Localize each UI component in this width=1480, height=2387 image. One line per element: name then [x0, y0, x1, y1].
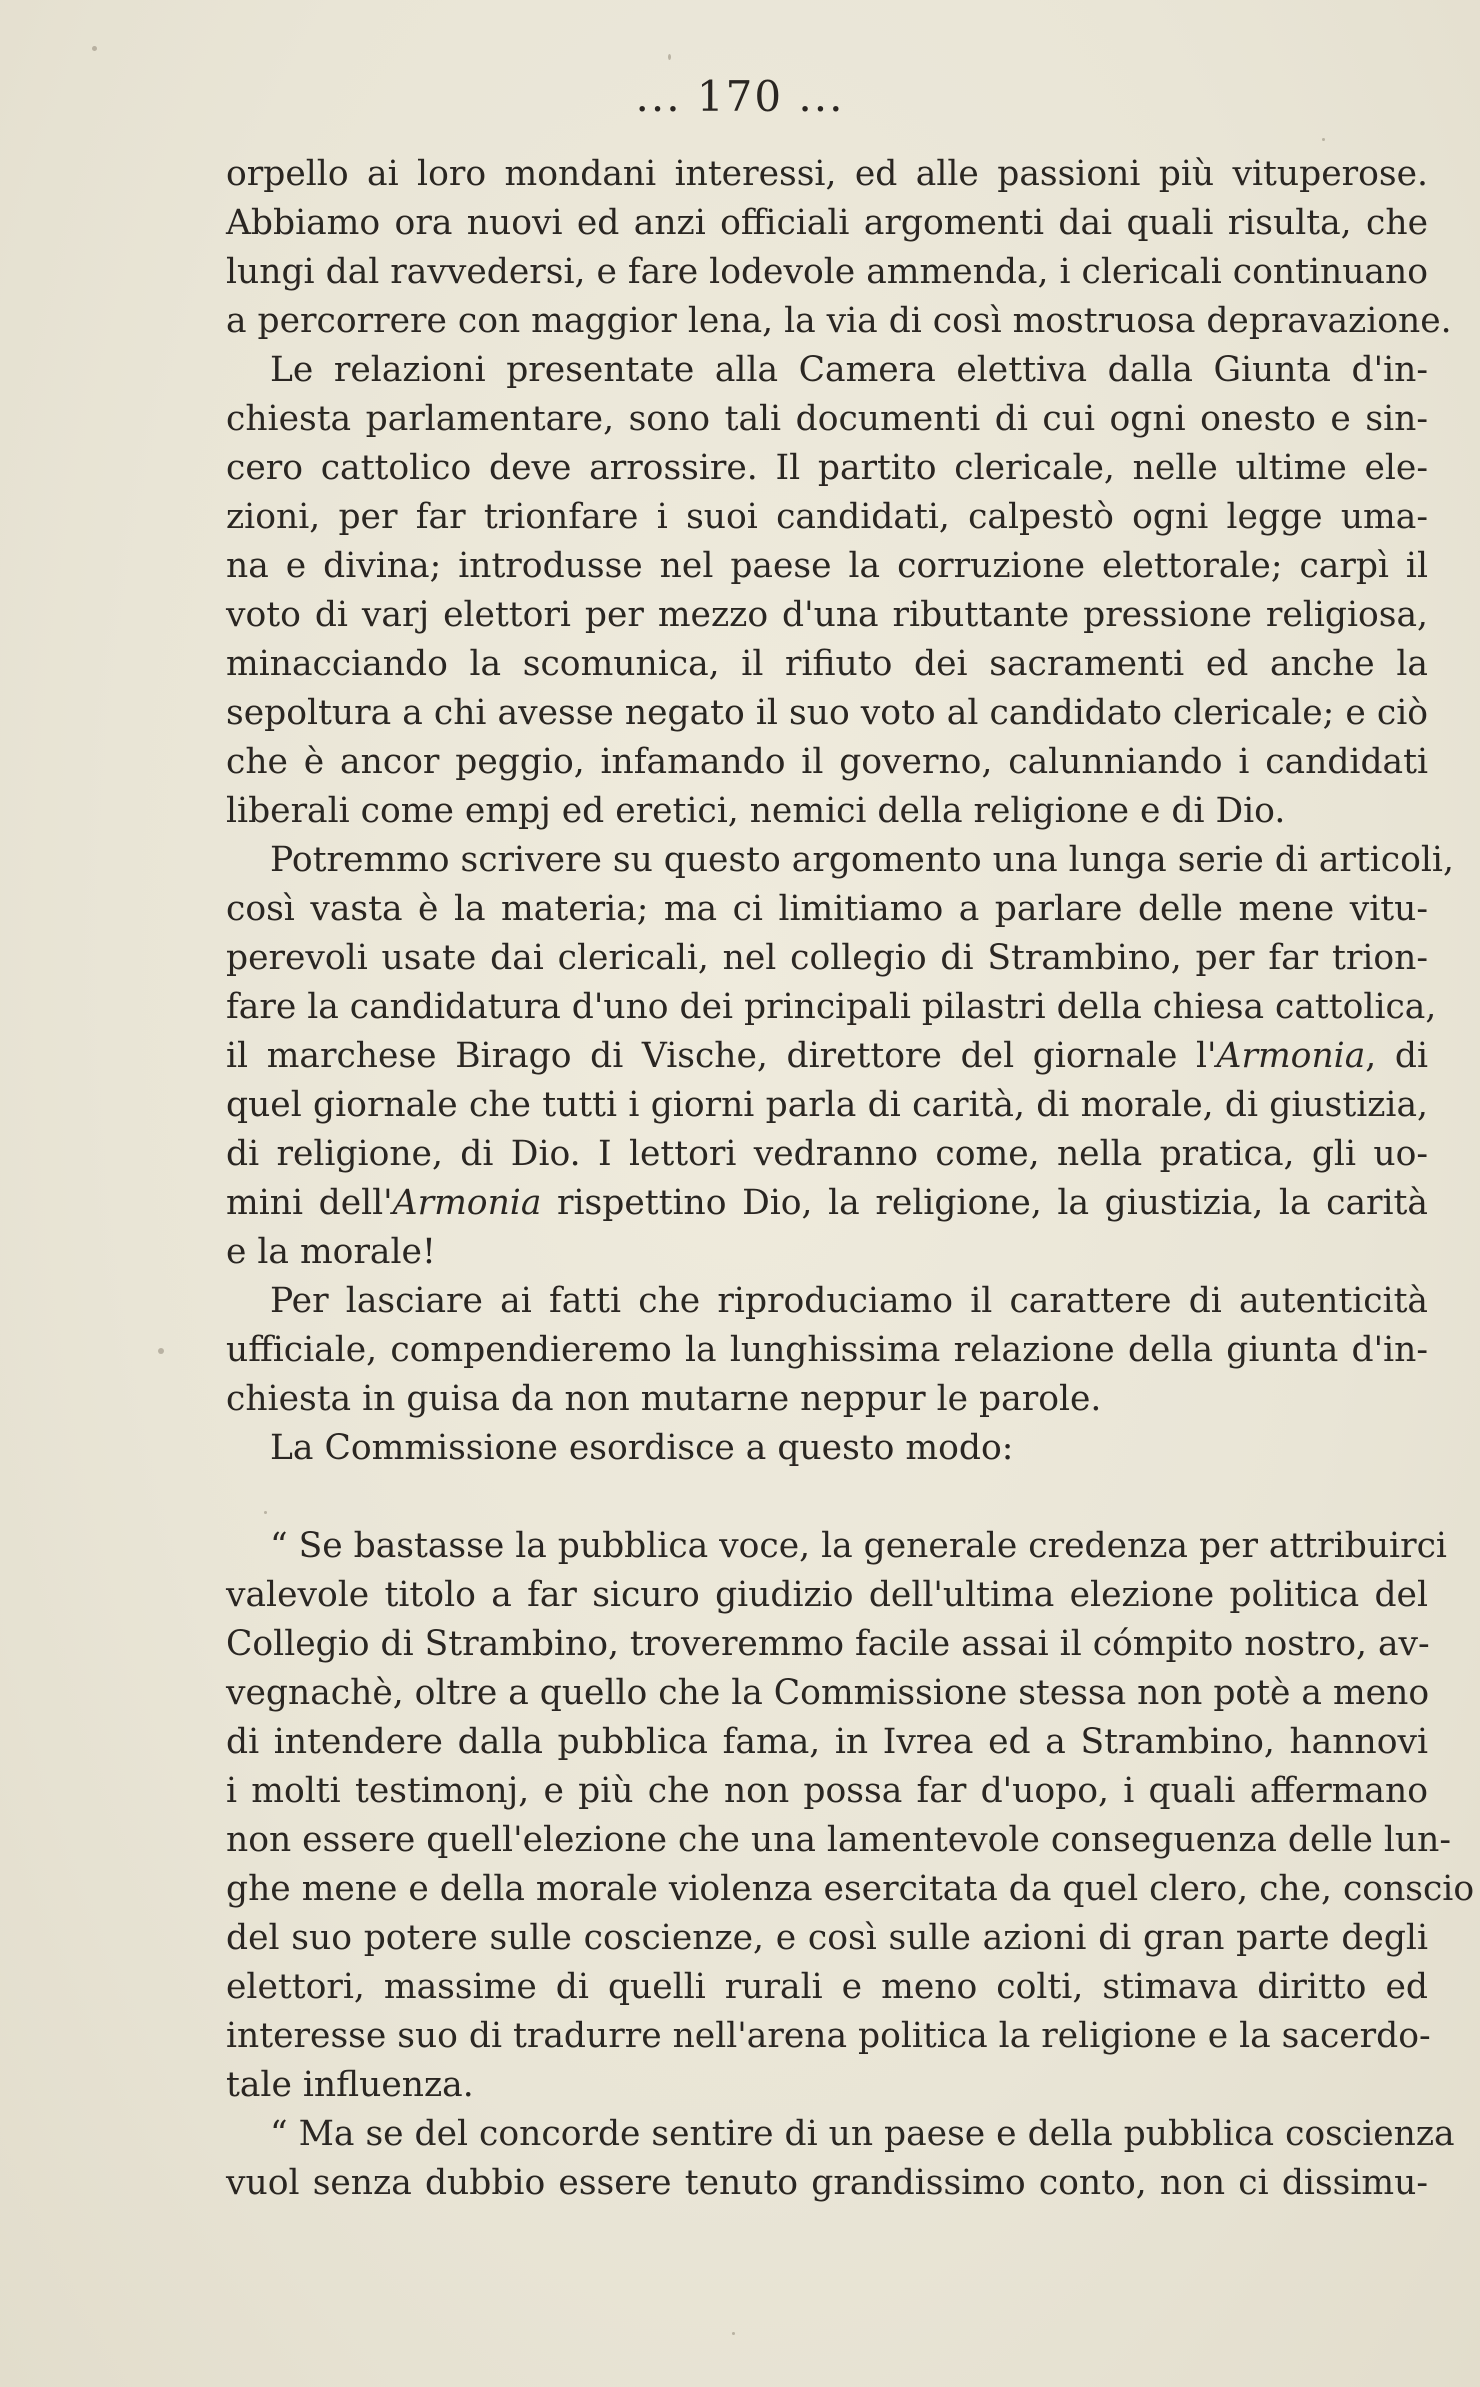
text-line: e la morale!	[226, 1232, 436, 1272]
text-line: interesse suo di tradurre nell'arena politica la religione e la sacerdo-	[226, 2016, 1431, 2056]
text-line: i molti testimonj, e più che non possa far d'uopo, i quali affermano	[226, 1771, 1428, 1811]
text-run: , di	[1365, 1036, 1428, 1076]
text-line	[226, 1032, 1428, 1081]
text-line: fare la candidatura d'uno dei principali pilastri della chiesa cattolica,	[226, 987, 1437, 1027]
text-run: rispettino Dio, la religione, la giustizia, la carità	[541, 1183, 1428, 1223]
text-line: minacciando la scomunica, il rifiuto dei sacramenti ed anche la	[226, 644, 1428, 684]
body-text	[226, 150, 1475, 2208]
text-line: chiesta parlamentare, sono tali documenti di cui ogni onesto e sin-	[226, 399, 1428, 439]
text-line: Collegio di Strambino, troveremmo facile assai il cómpito nostro, av-	[226, 1624, 1430, 1664]
text-line: ufficiale, compendieremo la lunghissima relazione della giunta d'in-	[226, 1330, 1428, 1370]
text-line: valevole titolo a far sicuro giudizio dell'ultima elezione politica del	[226, 1575, 1428, 1615]
text-run: mini dell'	[226, 1183, 393, 1223]
text-line: cero cattolico deve arrossire. Il partito clericale, nelle ultime ele-	[226, 448, 1428, 488]
text-line: liberali come empj ed eretici, nemici della religione e di Dio.	[226, 791, 1286, 831]
text-line: del suo potere sulle coscienze, e così sulle azioni di gran parte degli	[226, 1918, 1428, 1958]
text-line: perevoli usate dai clericali, nel collegio di Strambino, per far trion-	[226, 938, 1428, 978]
text-line: voto di varj elettori per mezzo d'una ributtante pressione religiosa,	[226, 595, 1428, 635]
text-line: vegnachè, oltre a quello che la Commissione stessa non potè a meno	[226, 1673, 1430, 1713]
text-line: di religione, di Dio. I lettori vedranno come, nella pratica, gli uo-	[226, 1134, 1428, 1174]
text-line: elettori, massime di quelli rurali e meno colti, stimava diritto ed	[226, 1967, 1428, 2007]
paper-speck	[264, 1511, 267, 1514]
text-line: non essere quell'elezione che una lamentevole conseguenza delle lun-	[226, 1820, 1452, 1860]
paper-speck	[668, 54, 671, 60]
text-line: tale influenza.	[226, 2065, 474, 2105]
italic-title: Armonia	[392, 1183, 542, 1223]
text-line: lungi dal ravvedersi, e fare lodevole ammenda, i clericali continuano	[226, 252, 1428, 292]
text-line: ghe mene e della morale violenza esercitata da quel clero, che, conscio	[226, 1869, 1475, 1909]
text-line: che è ancor peggio, infamando il governo, calunniando i candidati	[226, 742, 1428, 782]
text-line: vuol senza dubbio essere tenuto grandissimo conto, non ci dissimu-	[226, 2163, 1428, 2203]
page-number: ... 170 ...	[635, 72, 845, 121]
italic-title: Armonia	[1216, 1036, 1366, 1076]
text-line: zioni, per far trionfare i suoi candidati, calpestò ogni legge uma-	[226, 497, 1428, 537]
paper-speck	[1322, 138, 1325, 141]
text-line: sepoltura a chi avesse negato il suo voto al candidato clericale; e ciò	[226, 693, 1428, 733]
text-run: il marchese Birago di Vische, direttore del giornale l'	[226, 1036, 1217, 1076]
text-line: a percorrere con maggior lena, la via di così mostruosa depravazione.	[226, 301, 1452, 341]
paper-speck	[92, 46, 97, 51]
text-line: La Commissione esordisce a questo modo:	[270, 1428, 1014, 1468]
text-line: orpello ai loro mondani interessi, ed alle passioni più vituperose.	[226, 154, 1428, 194]
text-line: na e divina; introdusse nel paese la corruzione elettorale; carpì il	[226, 546, 1428, 586]
paper-speck	[158, 1348, 164, 1354]
section-gap	[226, 1473, 1428, 1522]
text-line: di intendere dalla pubblica fama, in Ivrea ed a Strambino, hannovi	[226, 1722, 1428, 1762]
text-line: chiesta in guisa da non mutarne neppur le parole.	[226, 1379, 1102, 1419]
paper-speck	[732, 2332, 735, 2335]
text-line: Abbiamo ora nuovi ed anzi officiali argomenti dai quali risulta, che	[226, 203, 1428, 243]
text-line: quel giornale che tutti i giorni parla di carità, di morale, di giustizia,	[226, 1085, 1428, 1125]
text-line: Per lasciare ai fatti che riproduciamo il carattere di autenticità	[270, 1281, 1428, 1321]
text-line: “ Se bastasse la pubblica voce, la generale credenza per attribuirci	[270, 1526, 1447, 1566]
text-line: Le relazioni presentate alla Camera elettiva dalla Giunta d'in-	[270, 350, 1428, 390]
text-line	[226, 1179, 1428, 1228]
text-line: così vasta è la materia; ma ci limitiamo a parlare delle mene vitu-	[226, 889, 1428, 929]
text-line: Potremmo scrivere su questo argomento una lunga serie di articoli,	[270, 840, 1454, 880]
text-line: “ Ma se del concorde sentire di un paese e della pubblica coscienza	[270, 2114, 1455, 2154]
